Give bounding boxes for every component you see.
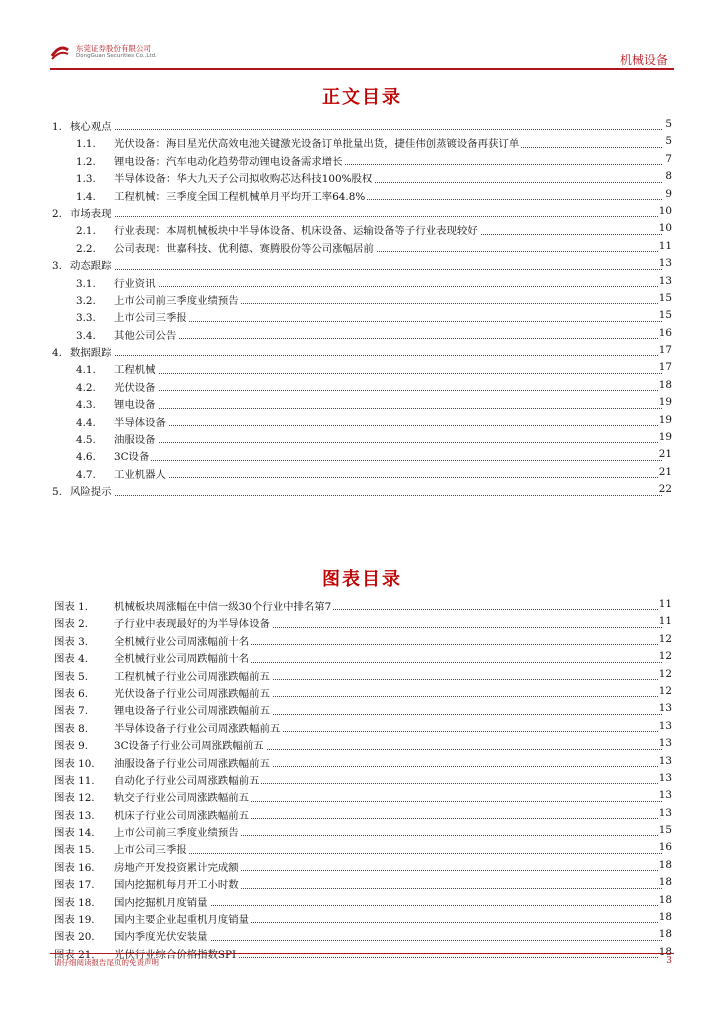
entry-number: 1.: [52, 121, 62, 133]
figure-entry[interactable]: [50, 823, 672, 840]
entry-text: [76, 309, 189, 324]
entry-title: 工程机械: [114, 364, 156, 377]
entry-title: 油服设备: [114, 434, 156, 447]
entry-number: 图表 17.: [54, 879, 95, 892]
entry-number: 5.: [52, 486, 62, 499]
leader-dots: [52, 269, 662, 270]
figure-entry[interactable]: [50, 875, 672, 892]
toc-entry[interactable]: [50, 204, 672, 221]
entry-page: 10: [658, 204, 672, 217]
toc-entry[interactable]: [50, 308, 672, 325]
entry-number: 4.4.: [76, 416, 96, 429]
entry-text: [54, 772, 261, 787]
entry-page: 21: [658, 465, 672, 478]
entry-page: 18: [658, 911, 672, 924]
entry-number: 图表 3.: [54, 635, 88, 648]
leader-dots: [76, 390, 662, 391]
entry-number: 图表 15.: [54, 844, 95, 857]
entry-title: 国内挖掘机每月开工小时数: [114, 879, 239, 892]
entry-text: [76, 222, 480, 237]
figure-entry[interactable]: [50, 754, 672, 771]
figure-entry[interactable]: [50, 927, 672, 944]
entry-page: 15: [658, 291, 672, 304]
entry-title: 3C设备子行业公司周涨跌幅前五: [114, 740, 264, 753]
toc-entry[interactable]: [50, 395, 672, 412]
entry-number: 3.4.: [76, 329, 96, 342]
figure-entry[interactable]: [50, 684, 672, 701]
page-header: [50, 40, 674, 70]
toc-entry[interactable]: [50, 430, 672, 447]
entry-page: 15: [658, 309, 672, 322]
figure-entry[interactable]: [50, 788, 672, 805]
entry-number: 1.1.: [76, 138, 96, 151]
entry-number: 4.2.: [76, 381, 96, 394]
company-logo: [50, 40, 230, 66]
entry-number: 2.2.: [76, 242, 96, 255]
entry-number: 图表 21.: [54, 948, 95, 961]
leader-dots: [76, 460, 662, 461]
entry-page: 13: [658, 754, 672, 767]
figure-entry[interactable]: [50, 597, 672, 614]
entry-title: 数据跟踪: [70, 347, 112, 360]
entry-number: 图表 18.: [54, 896, 95, 909]
section-label: 机械设备: [619, 53, 668, 67]
entry-title: 机械板块周涨幅在中信一级30个行业中排名第7: [114, 601, 332, 613]
entry-text: [54, 633, 251, 648]
figure-entry[interactable]: [50, 771, 672, 788]
entry-title: 3C设备: [114, 451, 150, 464]
figure-entry[interactable]: [50, 649, 672, 666]
entry-text: [54, 685, 272, 700]
entry-text: [76, 240, 376, 255]
entry-number: 4.7.: [76, 468, 96, 481]
entry-text: [54, 702, 272, 717]
figure-entry[interactable]: [50, 701, 672, 718]
entry-number: 图表 5.: [54, 670, 88, 683]
entry-number: 2.1.: [76, 225, 96, 238]
leader-dots: [52, 129, 662, 130]
leader-dots: [52, 355, 662, 356]
entry-text: [52, 205, 114, 220]
entry-text: [76, 275, 158, 290]
entry-page: 10: [658, 222, 672, 235]
entry-page: 17: [658, 344, 672, 357]
leader-dots: [76, 373, 662, 374]
toc-entry[interactable]: [50, 117, 672, 134]
figures-list: [50, 597, 672, 962]
entry-number: 3.3.: [76, 312, 96, 325]
figure-entry[interactable]: [50, 893, 672, 910]
entry-title: 行业资讯: [114, 277, 156, 290]
entry-page: 18: [658, 893, 672, 906]
figures-title: 图表目录: [322, 569, 402, 590]
figure-entry[interactable]: [50, 910, 672, 927]
entry-number: 1.2.: [76, 155, 96, 168]
toc-entry[interactable]: [50, 256, 672, 273]
entry-page: 5: [665, 135, 672, 148]
entry-title: 动态跟踪: [70, 260, 112, 273]
entry-title: 国内季度光伏安装量: [114, 931, 208, 944]
entry-number: 4.6.: [76, 451, 96, 464]
figure-entry[interactable]: [50, 736, 672, 753]
entry-text: [54, 841, 189, 856]
entry-text: [54, 911, 251, 926]
entry-text: [52, 344, 114, 359]
entry-page: 19: [658, 413, 672, 426]
toc-entry[interactable]: [50, 152, 672, 169]
entry-number: 图表 13.: [54, 809, 95, 822]
entry-text: [54, 789, 251, 804]
entry-title: 其他公司公告: [114, 329, 177, 342]
toc-title: 正文目录: [322, 87, 402, 108]
entry-text: [54, 598, 333, 613]
entry-title: 风险提示: [70, 486, 112, 499]
entry-title: 半导体设备: [114, 416, 166, 429]
entry-number: 图表 10.: [54, 757, 95, 770]
leader-dots: [76, 286, 662, 287]
entry-title: 锂电设备子行业公司周涨跌幅前五: [114, 705, 270, 718]
entry-text: [76, 188, 367, 203]
entry-number: 4.: [52, 347, 62, 360]
entry-text: [54, 859, 241, 874]
entry-title: 上市公司三季报: [114, 844, 187, 857]
toc-entry[interactable]: [50, 221, 672, 238]
entry-title: 油服设备子行业公司周涨跌幅前五: [114, 757, 270, 770]
entry-number: 图表 14.: [54, 827, 95, 840]
toc-entry[interactable]: [50, 274, 672, 291]
entry-page: 21: [658, 448, 672, 461]
entry-page: 11: [658, 239, 672, 252]
entry-text: [76, 361, 158, 376]
company-name-en: DongGuan Securities Co.,Ltd.: [76, 53, 157, 59]
entry-text: [54, 650, 251, 665]
entry-page: 17: [658, 361, 672, 374]
entry-text: [54, 928, 210, 943]
toc-entry[interactable]: [50, 326, 672, 343]
entry-title: 全机械行业公司周跌幅前十名: [114, 653, 250, 666]
entry-title: 光伏行业综合价格指数SPI: [114, 948, 237, 961]
entry-page: 15: [658, 824, 672, 837]
entry-page: 13: [658, 806, 672, 819]
entry-title: 工程机械：三季度全国工程机械单月平均开工率64.8%: [114, 190, 366, 203]
entry-number: 图表 16.: [54, 861, 95, 874]
page-number: 3: [666, 956, 672, 966]
toc-entry[interactable]: [50, 169, 672, 186]
entry-text: [76, 170, 374, 185]
entry-title: 上市公司前三季度业绩预告: [114, 827, 239, 840]
toc-entry[interactable]: [50, 378, 672, 395]
entry-number: 图表 11.: [54, 774, 95, 787]
figure-entry[interactable]: [50, 858, 672, 875]
entry-title: 上市公司三季报: [114, 312, 187, 325]
toc-entry[interactable]: [50, 291, 672, 308]
entry-page: 13: [658, 737, 672, 750]
toc-entry[interactable]: [50, 482, 672, 499]
entry-text: [54, 824, 241, 839]
entry-text: [54, 894, 210, 909]
entry-title: 锂电设备：汽车电动化趋势带动锂电设备需求增长: [114, 155, 343, 168]
entry-title: 轨交子行业公司周涨跌幅前五: [114, 792, 250, 805]
toc-entry[interactable]: [50, 134, 672, 151]
entry-title: 机床子行业公司周涨跌幅前五: [114, 809, 250, 822]
entry-page: 5: [665, 118, 672, 130]
entry-number: 2.: [52, 207, 62, 220]
entry-title: 光伏设备: [114, 381, 156, 394]
entry-text: [54, 615, 272, 630]
entry-page: 19: [658, 431, 672, 444]
entry-page: 16: [658, 841, 672, 854]
entry-page: 13: [658, 771, 672, 784]
entry-page: 12: [658, 650, 672, 663]
entry-text: [54, 755, 272, 770]
entry-page: 13: [658, 257, 672, 270]
entry-text: [54, 807, 251, 822]
entry-number: 图表 7.: [54, 705, 88, 718]
entry-number: 图表 2.: [54, 618, 88, 631]
entry-number: 4.1.: [76, 364, 96, 377]
entry-text: [54, 720, 282, 735]
entry-page: 13: [658, 789, 672, 802]
entry-text: [76, 396, 158, 411]
entry-number: 图表 19.: [54, 914, 95, 927]
entry-number: 3.1.: [76, 277, 96, 290]
entry-number: 4.5.: [76, 434, 96, 447]
leader-dots: [52, 495, 662, 496]
entry-number: 图表 4.: [54, 653, 88, 666]
entry-page: 13: [658, 702, 672, 715]
toc-entry[interactable]: [50, 343, 672, 360]
entry-title: 国内主要企业起重机月度销量: [114, 914, 250, 927]
entry-number: 图表 9.: [54, 740, 88, 753]
entry-number: 图表 20.: [54, 931, 95, 944]
entry-page: 18: [658, 928, 672, 941]
entry-title: 上市公司前三季度业绩预告: [114, 294, 239, 307]
entry-page: 11: [658, 598, 672, 610]
entry-page: 7: [665, 152, 672, 165]
entry-text: [76, 135, 521, 150]
entry-page: 13: [658, 719, 672, 732]
entry-title: 行业表现：本周机械板块中半导体设备、机床设备、运输设备等子行业表现较好: [114, 225, 478, 238]
entry-text: [76, 153, 345, 168]
entry-title: 工业机器人: [114, 468, 166, 481]
entry-title: 自动化子行业公司周涨跌幅前五: [114, 774, 260, 787]
entry-text: [76, 414, 168, 429]
entry-text: [76, 466, 168, 481]
entry-text: [54, 668, 272, 683]
entry-text: [76, 431, 158, 446]
entry-text: [54, 737, 266, 752]
figure-entry[interactable]: [50, 632, 672, 649]
figure-entry[interactable]: [50, 806, 672, 823]
company-logo-icon: [50, 42, 70, 62]
entry-number: 4.3.: [76, 399, 96, 412]
entry-title: 半导体设备子行业公司周涨跌幅前五: [114, 722, 281, 735]
toc-list: [50, 117, 672, 500]
entry-number: 图表 8.: [54, 722, 88, 735]
company-name-cn: 东莞证券股份有限公司: [76, 44, 151, 53]
entry-page: 9: [665, 187, 672, 200]
entry-title: 核心观点: [70, 121, 112, 133]
entry-title: 工程机械子行业公司周涨跌幅前五: [114, 670, 270, 683]
toc-entry[interactable]: [50, 239, 672, 256]
entry-title: 光伏设备子行业公司周涨跌幅前五: [114, 687, 270, 700]
toc-entry[interactable]: [50, 413, 672, 430]
entry-number: 3.: [52, 260, 62, 273]
entry-text: [76, 448, 151, 463]
figure-entry[interactable]: [50, 614, 672, 631]
entry-page: 22: [658, 483, 672, 496]
entry-title: 市场表现: [70, 207, 112, 220]
footer-disclaimer: 请仔细阅读报告尾页的免责声明: [54, 958, 159, 967]
entry-page: 12: [658, 667, 672, 680]
entry-number: 3.2.: [76, 294, 96, 307]
entry-text: [52, 483, 114, 498]
toc-entry[interactable]: [50, 465, 672, 482]
leader-dots: [76, 408, 662, 409]
entry-number: 图表 12.: [54, 792, 95, 805]
entry-number: 1.3.: [76, 173, 96, 186]
entry-title: 房地产开发投资累计完成额: [114, 861, 239, 874]
entry-page: 13: [658, 274, 672, 287]
entry-page: 18: [658, 945, 672, 958]
entry-number: 图表 6.: [54, 687, 88, 700]
entry-text: [52, 118, 114, 133]
entry-page: 16: [658, 326, 672, 339]
toc-entry[interactable]: [50, 360, 672, 377]
entry-text: [76, 379, 158, 394]
leader-dots: [76, 442, 662, 443]
entry-text: [52, 257, 114, 272]
leader-dots: [52, 216, 662, 217]
entry-text: [54, 876, 241, 891]
entry-text: [76, 292, 241, 307]
header-divider: [50, 68, 674, 70]
entry-page: 19: [658, 396, 672, 409]
footer-divider: [50, 953, 674, 954]
entry-title: 国内挖掘机月度销量: [114, 896, 208, 909]
figure-entry[interactable]: [50, 667, 672, 684]
figure-entry[interactable]: [50, 840, 672, 857]
entry-page: 18: [658, 378, 672, 391]
toc-entry[interactable]: [50, 187, 672, 204]
entry-title: 公司表现：世嘉科技、优利德、赛腾股份等公司涨幅居前: [114, 242, 374, 255]
entry-number: 1.4.: [76, 190, 96, 203]
entry-page: 12: [658, 632, 672, 645]
entry-number: 图表 1.: [54, 601, 88, 613]
entry-page: 12: [658, 684, 672, 697]
entry-title: 光伏设备：海目星光伏高效电池关键激光设备订单批量出货，捷佳伟创蒸镀设备再获订单: [114, 138, 520, 151]
toc-entry[interactable]: [50, 447, 672, 464]
entry-title: 子行业中表现最好的为半导体设备: [114, 618, 270, 631]
entry-text: [76, 327, 178, 342]
entry-page: 18: [658, 876, 672, 889]
entry-title: 全机械行业公司周涨幅前十名: [114, 635, 250, 648]
figure-entry[interactable]: [50, 719, 672, 736]
entry-page: 8: [665, 170, 672, 183]
entry-page: 11: [658, 615, 672, 628]
entry-page: 18: [658, 858, 672, 871]
entry-title: 锂电设备: [114, 399, 156, 412]
entry-title: 半导体设备：华大九天子公司拟收购芯达科技100%股权: [114, 173, 373, 186]
